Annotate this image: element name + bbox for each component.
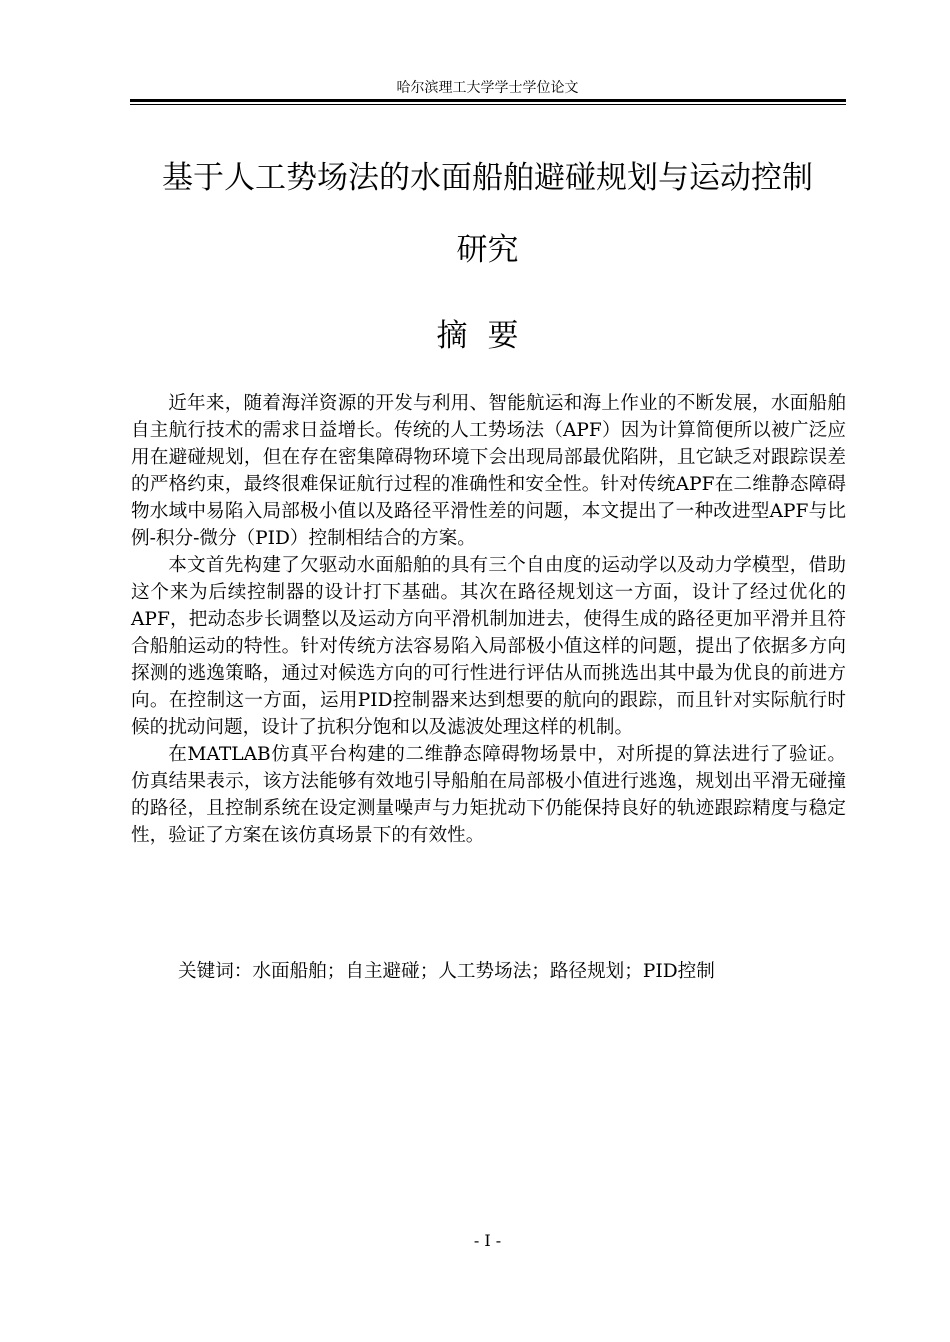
running-header: 哈尔滨理工大学学士学位论文: [396, 80, 579, 96]
abstract-paragraph-1: 近年来，随着海洋资源的开发与利用、智能航运和海上作业的不断发展，水面船舶自主航行技术的需求日益增长。传统的人工势场法（APF）因为计算简便所以被广泛应用在避碰规划，但在存在密集障碍物环境下会出现局部最优陷阱，且它缺乏对跟踪误差的严格约束，最终很难保证航行过程的准确性和安全性。针对传统APF在二维静态障碍物水域中易陷入局部极小值以及路径平滑性差的问题，本文提出了一种改进型APF与比例-积分-微分（PID）控制相结合的方案。: [131, 393, 846, 549]
thesis-title-line-2: 研究: [456, 232, 519, 268]
thesis-title-line-1: 基于人工势场法的水面船舶避碰规划与运动控制: [162, 160, 813, 196]
abstract-heading: 摘要: [436, 318, 539, 354]
abstract-paragraph-3: 在MATLAB仿真平台构建的二维静态障碍物场景中，对所提的算法进行了验证。仿真结果表示，该方法能够有效地引导船舶在局部极小值进行逃逸，规划出平滑无碰撞的路径，且控制系统在设定测量噪声与力矩扰动下仍能保持良好的轨迹跟踪精度与稳定性，验证了方案在该仿真场景下的有效性。: [131, 744, 846, 846]
abstract-body: [131, 390, 846, 849]
page-number: - I -: [473, 1231, 502, 1250]
abstract-paragraph-2: 本文首先构建了欠驱动水面船舶的具有三个自由度的运动学以及动力学模型，借助这个来为后续控制器的设计打下基础。其次在路径规划这一方面，设计了经过优化的APF，把动态步长调整以及运动方向平滑机制加进去，使得生成的路径更加平滑并且符合船舶运动的特性。针对传统方法容易陷入局部极小值这样的问题，提出了依据多方向探测的逃逸策略，通过对候选方向的可行性进行评估从而挑选出其中最为优良的前进方向。在控制这一方面，运用PID控制器来达到想要的航向的跟踪，而且针对实际航行时候的扰动问题，设计了抗积分饱和以及滤波处理这样的机制。: [131, 555, 846, 738]
header-rule-thin: [130, 104, 846, 105]
keywords: 关键词：水面船舶；自主避碰；人工势场法；路径规划；PID控制: [178, 961, 715, 982]
header-rule-thick: [130, 99, 846, 102]
